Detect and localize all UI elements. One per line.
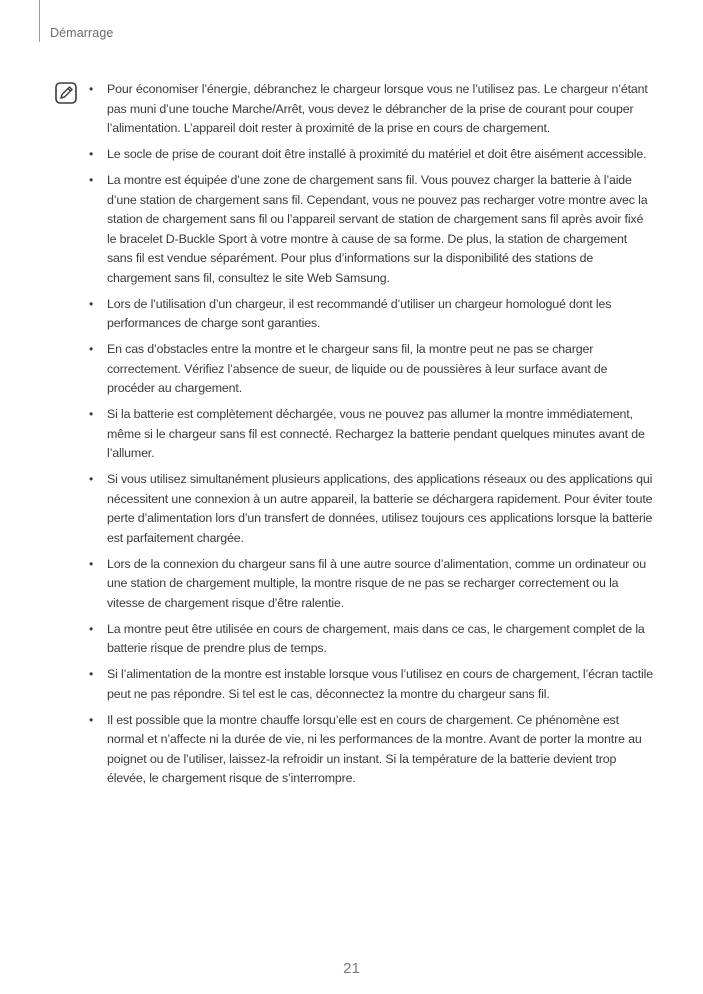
note-list-item [0,145,703,165]
bullet-icon: • [89,472,94,486]
bullet-icon: • [89,556,94,571]
header-margin-rule [39,0,40,42]
bullet-icon: • [89,342,94,356]
note-item-text: Si l’alimentation de la montre est instable lorsque vous l’utilisez en cours de chargement, l’écran tactile peut ne pas répondre. Si tel est le cas, déconnectez la montre du chargeur sans fil. [107,667,653,701]
note-item-text: Si la batterie est complètement déchargée, vous ne pouvez pas allumer la montre immédiatement, même si le chargeur sans fil est connecté. Rechargez la batterie pendant quelques minutes avant de l’allumer. [107,407,645,460]
section-title: Démarrage [50,26,114,40]
bullet-icon: • [89,712,94,727]
note-list-item [0,171,703,288]
note-list-item [0,711,703,789]
note-list-item [0,620,703,659]
note-list-item [0,295,703,334]
bullet-icon: • [89,667,94,681]
note-item-text: Il est possible que la montre chauffe lorsqu’elle est en cours de chargement. Ce phénomène est normal et n’affecte ni la durée de vie, ni les performances de la montre. Avant de porter la montre au poignet ou de l’utiliser, laissez-la refroidir un instant. Si la température de la batterie devient trop élevée, le chargement risque de s’interrompre. [107,712,642,785]
note-list [0,80,703,795]
note-list-item [0,80,703,139]
note-list-item [0,405,703,464]
bullet-icon: • [89,147,94,161]
bullet-icon: • [89,296,94,311]
note-item-text: Le socle de prise de courant doit être installé à proximité du matériel et doit être aisément accessible. [107,147,647,161]
bullet-icon: • [89,82,94,96]
note-item-text: Pour économiser l’énergie, débranchez le chargeur lorsque vous ne l’utilisez pas. Le chargeur n’étant pas muni d’une touche Marche/Arrêt, vous devez le débrancher de la prise de courant pour couper l’alimentation. L’appareil doit rester à proximité de la prise en cours de chargement. [107,82,648,135]
note-item-text: Lors de la connexion du chargeur sans fil à une autre source d’alimentation, comme un ordinateur ou une station de chargement multiple, la montre risque de ne pas se recharger correctement ou la vitesse de chargement risque d’être ralentie. [107,556,646,610]
note-item-text: En cas d’obstacles entre la montre et le chargeur sans fil, la montre peut ne pas se charger correctement. Vérifiez l’absence de sueur, de liquide ou de poussières à leur surface avant de procéder au chargement. [107,342,608,395]
note-item-text: Si vous utilisez simultanément plusieurs applications, des applications réseaux ou des applications qui nécessitent une connexion à un autre appareil, la batterie se déchargera rapidement. Pour éviter toute perte d’alimentation lors d’un transfert de données, utilisez toujours ces applications lorsque la batterie est parfaitement chargée. [107,472,653,545]
bullet-icon: • [89,173,94,187]
note-list-item [0,665,703,704]
page-number: 21 [343,960,360,977]
bullet-icon: • [89,621,94,636]
bullet-icon: • [89,407,94,421]
note-item-text: La montre est équipée d’une zone de chargement sans fil. Vous pouvez charger la batterie à l’aide d’une station de chargement sans fil. Cependant, vous ne pouvez pas recharger votre montre avec la station de chargement sans fil ou l’appareil servant de station de chargement sans fil après avoir fixé le bracelet D-Buckle Sport à votre montre à cause de sa forme. De plus, la station de chargement sans fil est vendue séparément. Pour plus d’informations sur la disponibilité des stations de chargement sans fil, consultez le site Web Samsung. [107,173,648,285]
note-list-item [0,555,703,614]
note-list-item [0,470,703,548]
note-list-item [0,340,703,399]
note-item-text: Lors de l’utilisation d’un chargeur, il est recommandé d’utiliser un chargeur homologué dont les performances de charge sont garanties. [107,296,612,330]
note-item-text: La montre peut être utilisée en cours de chargement, mais dans ce cas, le chargement complet de la batterie risque de prendre plus de temps. [107,621,645,655]
